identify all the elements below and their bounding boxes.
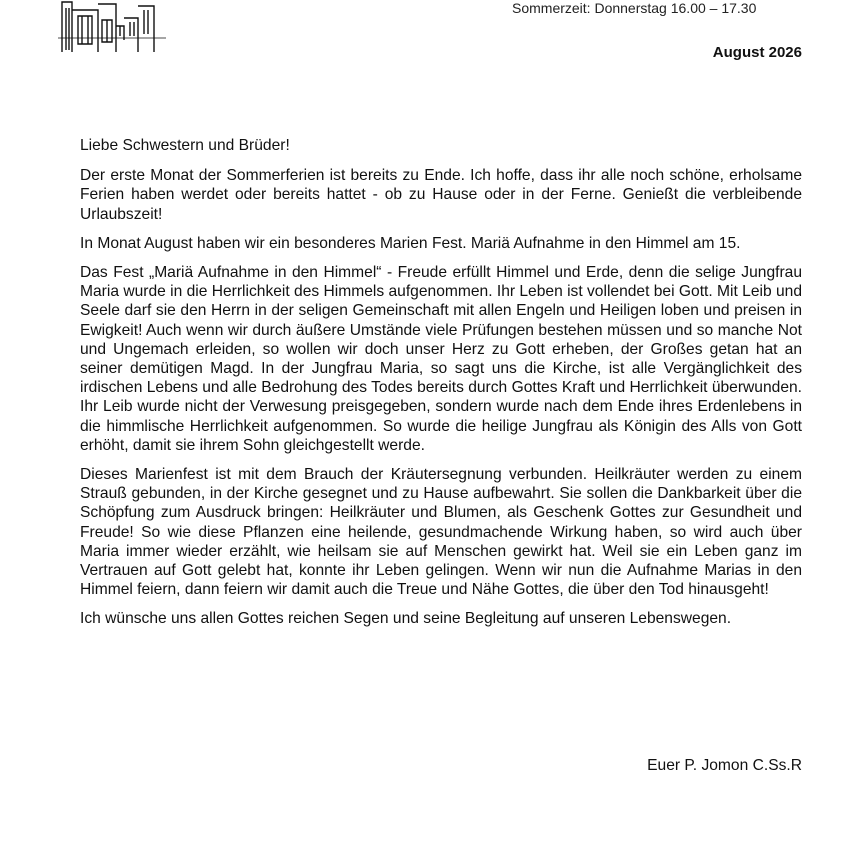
church-logo-icon [58, 0, 168, 52]
paragraph-assumption: Das Fest „Mariä Aufnahme in den Himmel“ - Freude erfüllt Himmel und Erde, denn die selige Jungfrau Maria wurde in die Herrlichkeit des Himmels aufgenommen. Ihr Leben ist vollendet bei Gott. Mit Leib und Seele darf sie den Herrn in der seligen Gemeinschaft mit allen Engeln und Heiligen loben und preisen in Ewigkeit! Auch wenn wir durch äußere Umstände viele Prüfungen bestehen müssen und so manche Not und Ungemach erleiden, so wollen wir doch unser Herz zu Gott erheben, der Großes getan hat an seiner demütigen Magd. In der Jungfrau Maria, so sagt uns die Kirche, ist alle Vergänglichkeit des irdischen Lebens und alle Bedrohung des Todes bereits durch Gottes Kraft und Herrlichkeit überwunden. Ihr Leib wurde nicht der Verwesung preisgegeben, sondern wurde nach dem Ende ihres Erdenlebens in die himmlische Herrlichkeit aufgenommen. So wurde die heilige Jungfrau als Königin des Alls von Gott erhöht, damit sie ihrem Sohn gleichgestellt werde. [80, 264, 802, 454]
paragraph-blessing-wish: Ich wünsche uns allen Gottes reichen Segen und seine Begleitung auf unseren Lebenswegen. [80, 610, 732, 628]
letter-greeting: Liebe Schwestern und Brüder! [80, 137, 290, 154]
letter-body [80, 136, 802, 639]
letter-signature: Euer P. Jomon C.Ss.R [647, 757, 802, 774]
paragraph-herb-blessing: Dieses Marienfest ist mit dem Brauch der Kräutersegnung verbunden. Heilkräuter werden zu einem Strauß gebunden, in der Kirche gesegnet und zu Hause aufbewahrt. Sie sollen die Dankbarkeit über die Schöpfung zum Ausdruck bringen: Heilkräuter und Blumen, als Geschenk Gottes zur Gesundheit und Freude! So wie diese Pflanzen eine heilende, gesundmachende Wirkung haben, so wird auch über Maria immer wieder erzählt, wie heilsam sie auf Menschen gewirkt hat. Weil sie ein Leben ganz im Vertrauen auf Gott gelebt hat, konnte ihr Leben gelingen. Wenn wir nun die Aufnahme Marias in den Himmel feiern, dann feiern wir damit auch die Treue und Nähe Gottes, die über den Tod hinausgeht! [80, 466, 802, 599]
paragraph-marian-feast: In Monat August haben wir ein besonderes Marien Fest. Mariä Aufnahme in den Himmel am 15. [80, 234, 741, 252]
office-hours: Sommerzeit: Donnerstag 16.00 – 17.30 [512, 0, 757, 16]
letter-date: August 2026 [712, 44, 802, 61]
paragraph-summer-holidays: Der erste Monat der Sommerferien ist bereits zu Ende. Ich hoffe, dass ihr alle noch schöne, erholsame Ferien haben werdet oder bereits hattet - ob zu Hause oder in der Ferne. Genießt die verbleibende Urlaubszeit! [80, 167, 802, 223]
